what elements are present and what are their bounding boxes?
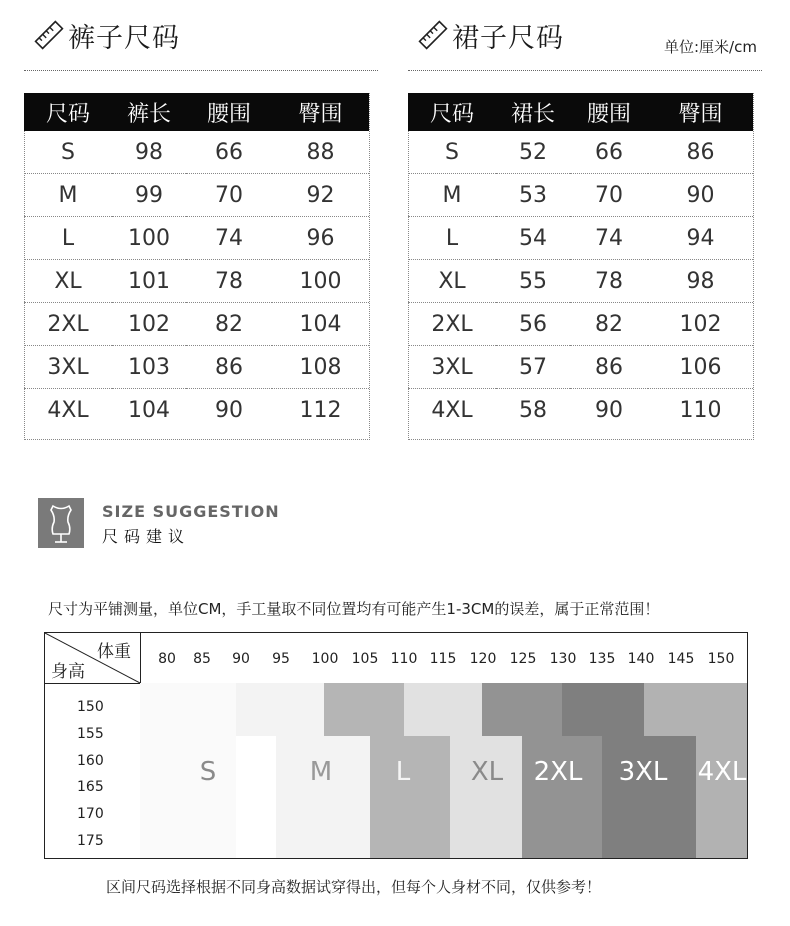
table-cell: M <box>24 174 112 217</box>
table-cell: 78 <box>570 260 648 303</box>
weight-value: 120 <box>469 651 497 667</box>
skirt-size-table <box>408 93 753 431</box>
table-cell: 86 <box>570 346 648 389</box>
table-cell: 66 <box>570 131 648 174</box>
weight-value: 95 <box>272 651 290 667</box>
weight-value: 80 <box>158 651 176 667</box>
height-label: 身高 <box>51 662 85 682</box>
column-header: 臀围 <box>272 93 369 131</box>
table-cell: 92 <box>272 174 369 217</box>
table-row <box>24 389 369 432</box>
table-row <box>24 217 369 260</box>
size-region-label: XL <box>470 757 504 787</box>
table-row <box>408 174 753 217</box>
weight-value: 145 <box>667 651 695 667</box>
column-header: 臀围 <box>648 93 753 131</box>
divider <box>408 70 762 71</box>
reference-note: 区间尺码选择根据不同身高数据试穿得出，但每个人身材不同，仅供参考！ <box>106 878 602 896</box>
table-cell: S <box>408 131 496 174</box>
table-cell: 100 <box>272 260 369 303</box>
size-region <box>482 683 562 736</box>
table-cell: 88 <box>272 131 369 174</box>
table-row <box>408 303 753 346</box>
unit-label: 单位:厘米/cm <box>664 38 757 56</box>
column-header: 腰围 <box>186 93 272 131</box>
table-cell: 66 <box>186 131 272 174</box>
table-cell: 70 <box>570 174 648 217</box>
pants-size-table <box>24 93 369 431</box>
table-cell: 3XL <box>408 346 496 389</box>
ruler-icon <box>418 20 448 50</box>
height-value: 175 <box>77 833 104 849</box>
size-region <box>370 736 450 859</box>
table-cell: 112 <box>299 397 342 423</box>
size-region-label: 2XL <box>533 757 583 787</box>
table-cell: 90 <box>215 397 243 423</box>
column-header: 裤长 <box>112 93 186 131</box>
size-region-label: M <box>309 757 333 787</box>
table-cell: 100 <box>112 217 186 260</box>
table-cell: 98 <box>112 131 186 174</box>
size-region <box>324 683 404 736</box>
height-value: 165 <box>77 779 104 795</box>
size-region <box>522 736 602 859</box>
size-region <box>140 683 236 859</box>
divider <box>24 70 378 71</box>
table-cell: 86 <box>648 131 753 174</box>
weight-value: 105 <box>351 651 379 667</box>
size-region <box>696 736 748 859</box>
size-region-label: 3XL <box>618 757 668 787</box>
weight-value: 125 <box>509 651 537 667</box>
table-cell: 2XL <box>408 303 496 346</box>
table-cell: 74 <box>570 217 648 260</box>
size-region <box>602 736 696 859</box>
column-header: 裙长 <box>496 93 570 131</box>
table-cell: 102 <box>112 303 186 346</box>
table-row <box>24 346 369 389</box>
weight-value: 130 <box>549 651 577 667</box>
table-row <box>24 131 369 174</box>
table-cell: 90 <box>595 397 623 423</box>
table-cell: 110 <box>679 397 722 423</box>
table-cell: M <box>408 174 496 217</box>
table-row <box>408 217 753 260</box>
weight-value: 150 <box>707 651 735 667</box>
table-cell: 106 <box>648 346 753 389</box>
table-row <box>408 260 753 303</box>
table-row <box>24 260 369 303</box>
size-region <box>644 683 748 736</box>
corner-cell <box>45 633 141 684</box>
table-cell: 53 <box>496 174 570 217</box>
table-cell: 2XL <box>24 303 112 346</box>
column-header: 尺码 <box>408 93 496 131</box>
column-header: 尺码 <box>24 93 112 131</box>
table-row <box>408 131 753 174</box>
size-region-label: L <box>395 757 411 787</box>
table-cell: 70 <box>186 174 272 217</box>
height-value: 150 <box>77 699 104 715</box>
pants-size-title: 裤子尺码 <box>68 23 180 54</box>
weight-value: 115 <box>429 651 457 667</box>
height-value: 155 <box>77 726 104 742</box>
table-cell: 55 <box>496 260 570 303</box>
height-value: 160 <box>77 753 104 769</box>
weight-value: 90 <box>232 651 250 667</box>
table-cell: 90 <box>648 174 753 217</box>
table-cell: 102 <box>648 303 753 346</box>
table-cell: 58 <box>519 397 547 423</box>
size-region <box>276 736 370 859</box>
weight-value: 140 <box>627 651 655 667</box>
table-cell: 101 <box>112 260 186 303</box>
table-cell: 86 <box>186 346 272 389</box>
weight-value: 100 <box>311 651 339 667</box>
size-region-label: S <box>199 757 217 787</box>
size-region <box>450 736 522 859</box>
table-cell: 82 <box>186 303 272 346</box>
table-cell: 4XL <box>431 397 473 423</box>
table-cell: 78 <box>186 260 272 303</box>
size-region-label: 4XL <box>697 757 747 787</box>
weight-value: 85 <box>193 651 211 667</box>
column-header: 腰围 <box>570 93 648 131</box>
table-cell: L <box>24 217 112 260</box>
table-row <box>408 389 753 432</box>
table-cell: XL <box>24 260 112 303</box>
mannequin-icon <box>38 498 84 548</box>
table-cell: S <box>24 131 112 174</box>
ruler-icon <box>34 20 64 50</box>
table-row <box>24 174 369 217</box>
table-cell: 52 <box>496 131 570 174</box>
table-cell: 57 <box>496 346 570 389</box>
size-region <box>562 683 644 736</box>
size-region <box>236 683 324 736</box>
size-suggestion-title-zh: 尺码建议 <box>102 527 191 546</box>
weight-value: 110 <box>390 651 418 667</box>
height-value: 170 <box>77 806 104 822</box>
table-cell: XL <box>408 260 496 303</box>
table-cell: 99 <box>112 174 186 217</box>
size-suggestion-title-en: SIZE SUGGESTION <box>102 502 280 521</box>
weight-label: 体重 <box>97 642 131 662</box>
table-cell: 3XL <box>24 346 112 389</box>
weight-value: 135 <box>588 651 616 667</box>
table-cell: 82 <box>570 303 648 346</box>
size-suggestion-grid <box>44 632 748 859</box>
table-cell: L <box>408 217 496 260</box>
table-row <box>408 346 753 389</box>
table-cell: 104 <box>128 397 170 423</box>
table-cell: 56 <box>496 303 570 346</box>
table-cell: 108 <box>272 346 369 389</box>
measurement-note: 尺寸为平铺测量，单位CM，手工量取不同位置均有可能产生1-3CM的误差，属于正常范围！ <box>48 600 660 618</box>
skirt-size-title: 裙子尺码 <box>452 23 564 54</box>
table-cell: 94 <box>648 217 753 260</box>
table-cell: 104 <box>272 303 369 346</box>
table-cell: 103 <box>112 346 186 389</box>
table-cell: 4XL <box>47 397 89 423</box>
table-cell: 54 <box>496 217 570 260</box>
table-cell: 98 <box>648 260 753 303</box>
size-region <box>404 683 482 736</box>
table-cell: 96 <box>272 217 369 260</box>
table-row <box>24 303 369 346</box>
table-cell: 74 <box>186 217 272 260</box>
